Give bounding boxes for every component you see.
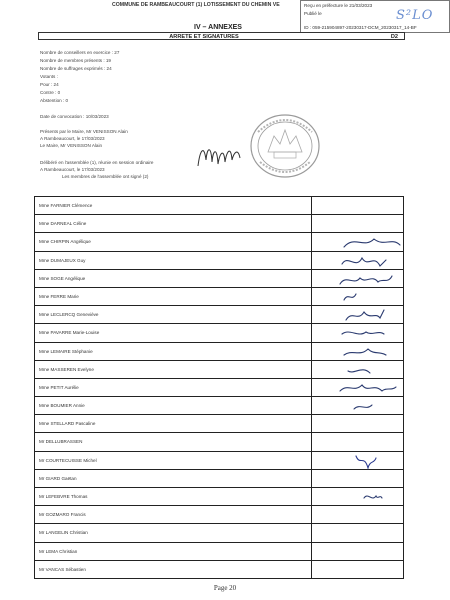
signatory-name: Mme PETIT Aurélie: [39, 384, 79, 390]
deliberation-line-3: Les membres de l'assemblée ont signé (2): [62, 174, 149, 179]
handwritten-signature: [312, 452, 404, 470]
signatory-name: Mme FARNIER Clémence: [39, 203, 93, 208]
signature-row: [35, 270, 403, 288]
section-subtitle-box: [38, 32, 405, 40]
signatory-name: Mme LECLERCQ Geneviève: [39, 312, 99, 318]
stamp-received: Reçu en préfecture le 21/03/2023: [304, 3, 373, 8]
signature-cell: [312, 270, 404, 287]
signature-row: [35, 252, 403, 270]
signatory-name: Mme DARNEAL Céline: [39, 221, 87, 227]
signature-row: [35, 379, 403, 397]
signatory-name: Mr GOZMARO Francis: [39, 512, 86, 518]
signature-row: [35, 361, 403, 379]
signature-row: [35, 543, 403, 561]
council-info-line: Nombre de membres présents : 19: [40, 58, 111, 63]
signatory-name: Mme BOUMIER Annie: [39, 403, 85, 409]
signatory-name: Mme LEMAIRE Stéphanie: [39, 348, 93, 354]
deliberation-line-2: A Rambeaucourt, le 17/03/2023: [40, 167, 105, 172]
handwritten-signature: [312, 270, 404, 288]
signature-cell: [312, 506, 404, 523]
handwritten-signature: [312, 343, 404, 361]
signature-cell: [312, 561, 404, 578]
signature-cell: [312, 433, 404, 450]
council-info-line: Pour : 24: [40, 82, 59, 87]
signature-cell: [312, 488, 404, 505]
stamp-handwritten-mark: S²LO: [396, 8, 434, 23]
signature-row: [35, 561, 403, 579]
handwritten-signature: [312, 324, 404, 342]
signatory-name: Mr LANGELIN Christian: [39, 530, 88, 536]
handwritten-signature: [312, 288, 404, 306]
signature-row: [35, 470, 403, 488]
signatory-name: Mr GIARD Gaëtan: [39, 475, 77, 481]
mayor-signature: [196, 140, 244, 170]
signature-row: [35, 415, 403, 433]
statement-line-1: Présents par le Maire, Mr VENISSON Alain: [40, 129, 128, 134]
signature-row: [35, 324, 403, 342]
council-info-line: Contre : 0: [40, 90, 61, 95]
signature-cell: [312, 361, 404, 378]
signature-row: [35, 288, 403, 306]
stamp-id: ID : 059-215904897-20230317-DCM_20230317_14-BF: [304, 25, 417, 30]
signature-cell: [312, 543, 404, 560]
signature-cell: [312, 397, 404, 414]
handwritten-signature: [312, 361, 404, 379]
signature-row: [35, 452, 403, 470]
signature-row: [35, 506, 403, 524]
signatory-name: Mr DELLUBRASSEN: [39, 439, 83, 445]
signature-cell: [312, 252, 404, 269]
statement-line-3: Le Maire, Mr VENISSON Alain: [40, 143, 103, 148]
header-commune: COMMUNE DE RAMBEAUCOURT (1) LOTISSEMENT DU CHEMIN VE: [112, 2, 280, 8]
handwritten-signature: [312, 379, 404, 397]
section-subtitle: ARRETE ET SIGNATURES: [169, 33, 239, 40]
handwritten-signature: [312, 306, 404, 324]
signatory-name: Mr COURTECUISSE Michel: [39, 457, 97, 463]
signature-cell: [312, 415, 404, 432]
signature-cell: [312, 306, 404, 323]
signature-row: [35, 488, 403, 506]
page-number: Page 20: [213, 584, 237, 592]
signature-row: [35, 306, 403, 324]
signatory-name: Mr LEMA Christian: [39, 548, 78, 554]
mairie-seal: [248, 112, 323, 180]
signature-cell: [312, 197, 404, 214]
signature-row: [35, 433, 403, 451]
signature-row: [35, 233, 403, 251]
signature-cell: [312, 470, 404, 487]
handwritten-signature: [312, 233, 404, 251]
signature-row: [35, 215, 403, 233]
signatory-name: Mme STELLARD Pascaline: [39, 421, 96, 427]
signature-row: [35, 397, 403, 415]
signatures-table: [34, 196, 404, 579]
signatory-name: Mme SOGE Angélique: [39, 275, 86, 281]
council-info-line: Nombre de conseillers en exercice : 27: [40, 50, 120, 55]
signatory-name: Mme MASSEREN Evelyne: [39, 366, 94, 372]
deliberation-line-1: Délibéré en l'assemblée (1), réunie en session ordinaire: [40, 160, 154, 165]
signature-cell: [312, 343, 404, 360]
signature-cell: [312, 379, 404, 396]
signatory-name: Mr LEFEBVRE Thomas: [39, 494, 88, 499]
signature-cell: [312, 288, 404, 305]
signature-cell: [312, 215, 404, 232]
council-info-line: Abstention : 0: [40, 98, 69, 103]
statement-line-2: A Rambeaucourt, le 17/03/2023: [40, 136, 105, 141]
handwritten-signature: [312, 397, 404, 415]
stamp-published: Publié le: [304, 11, 322, 16]
handwritten-signature: [312, 252, 404, 270]
signatory-name: Mme FERRE Marie: [39, 293, 79, 299]
council-info-line: Nombre de suffrages exprimés : 24: [40, 66, 112, 71]
signatory-name: Mr VANCAS Sébastien: [39, 566, 86, 572]
signature-row: [35, 197, 403, 215]
section-title: IV – ANNEXES: [194, 24, 242, 31]
council-info-line: Votants :: [40, 74, 58, 79]
signature-cell: [312, 524, 404, 541]
section-code: D2: [390, 33, 398, 40]
handwritten-signature: [312, 488, 404, 506]
signature-cell: [312, 233, 404, 250]
signatory-name: Mme CHIRPIN Angélique: [39, 239, 91, 245]
signature-row: [35, 343, 403, 361]
convocation-date: Date de convocation : 10/03/2023: [40, 114, 109, 119]
signatory-name: Mme DUMAJEUX Guy: [39, 257, 86, 263]
signature-cell: [312, 452, 404, 469]
signature-cell: [312, 324, 404, 341]
signatory-name: Mme PAVARRE Marie-Louise: [39, 330, 100, 336]
signature-row: [35, 524, 403, 542]
